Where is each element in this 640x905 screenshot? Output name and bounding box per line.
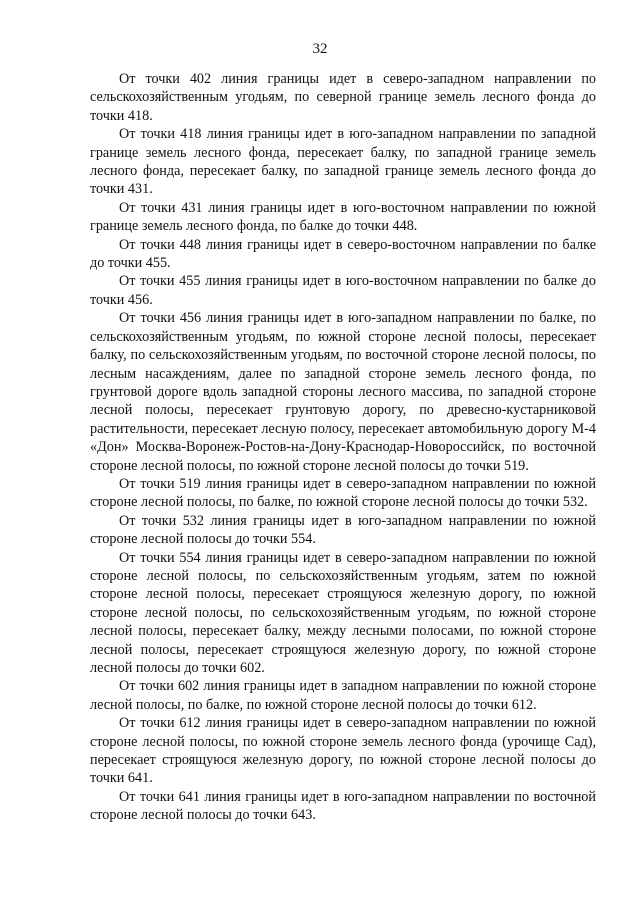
paragraph-point-402: От точки 402 линия границы идет в северо-западном направлении по сельскохозяйственным угодьям, по северной границе земель лесного фонда до точки 418. xyxy=(90,71,596,124)
paragraph-point-455: От точки 455 линия границы идет в юго-восточном направлении по балке до точки 456. xyxy=(90,273,596,308)
paragraph-point-431: От точки 431 линия границы идет в юго-восточном направлении по южной границе земель лесного фонда, по балке до точки 448. xyxy=(90,199,596,235)
document-body xyxy=(90,70,596,825)
paragraph-point-602: От точки 602 линия границы идет в западном направлении по южной стороне лесной полосы, по балке, по южной стороне лесной полосы до точки 612. xyxy=(90,678,596,713)
paragraph-point-448: От точки 448 линия границы идет в северо-восточном направлении по балке до точки 455. xyxy=(90,236,596,272)
paragraph-point-456: От точки 456 линия границы идет в юго-западном направлении по балке, по сельскохозяйственным угодьям, по южной стороне лесной полосы, пересекает балку, по сельскохозяйственным угодьям, по восточной стороне лесной полосы, по лесным насаждениям, далее по западной стороне земель лесного фонда, по грунтовой дороге вдоль западной стороны лесного массива, по западной стороне лесной полосы, пересекает грунтовую дорогу, по древесно-кустарниковой растительности, пересекает лесную полосу, пересекает автомобильную дорогу М-4 «Дон» Москва-Воронеж-Ростов-на-Дону-Краснодар-Новороссийск, по восточной стороне лесной полосы, по южной стороне лесной полосы до точки 519. xyxy=(90,310,596,474)
paragraph-point-554: От точки 554 линия границы идет в северо-западном направлении по южной стороне лесной полосы, по сельскохозяйственным угодьям, затем по южной стороне лесной полосы, пересекает строящуюся железную дорогу, по южной стороне лесной полосы, по сельскохозяйственным угодьям, по южной стороне лесной полосы, пересекает балку, между лесными полосами, по южной стороне лесной полосы, пересекает строящуюся железную дорогу, по южной стороне лесной полосы до точки 602. xyxy=(90,549,596,676)
paragraph-point-612: От точки 612 линия границы идет в северо-западном направлении по южной стороне лесной полосы, по южной стороне земель лесного фонда (урочище Сад), пересекает строящуюся железную дорогу, по южной стороне лесной полосы до точки 641. xyxy=(90,715,596,787)
paragraph-point-532: От точки 532 линия границы идет в юго-западном направлении по южной стороне лесной полосы до точки 554. xyxy=(90,512,596,548)
paragraph-point-641: От точки 641 линия границы идет в юго-западном направлении по восточной стороне лесной полосы до точки 643. xyxy=(90,788,596,824)
page-number: 32 xyxy=(312,41,328,57)
paragraph-point-418: От точки 418 линия границы идет в юго-западном направлении по западной границе земель лесного фонда, пересекает балку, по западной границе земель лесного фонда, пересекает балку, по западной границе земель лесного фонда до точки 431. xyxy=(90,126,596,198)
paragraph-point-519: От точки 519 линия границы идет в северо-западном направлении по южной стороне лесной полосы, по балке, по южной стороне лесной полосы до точки 532. xyxy=(90,475,596,511)
